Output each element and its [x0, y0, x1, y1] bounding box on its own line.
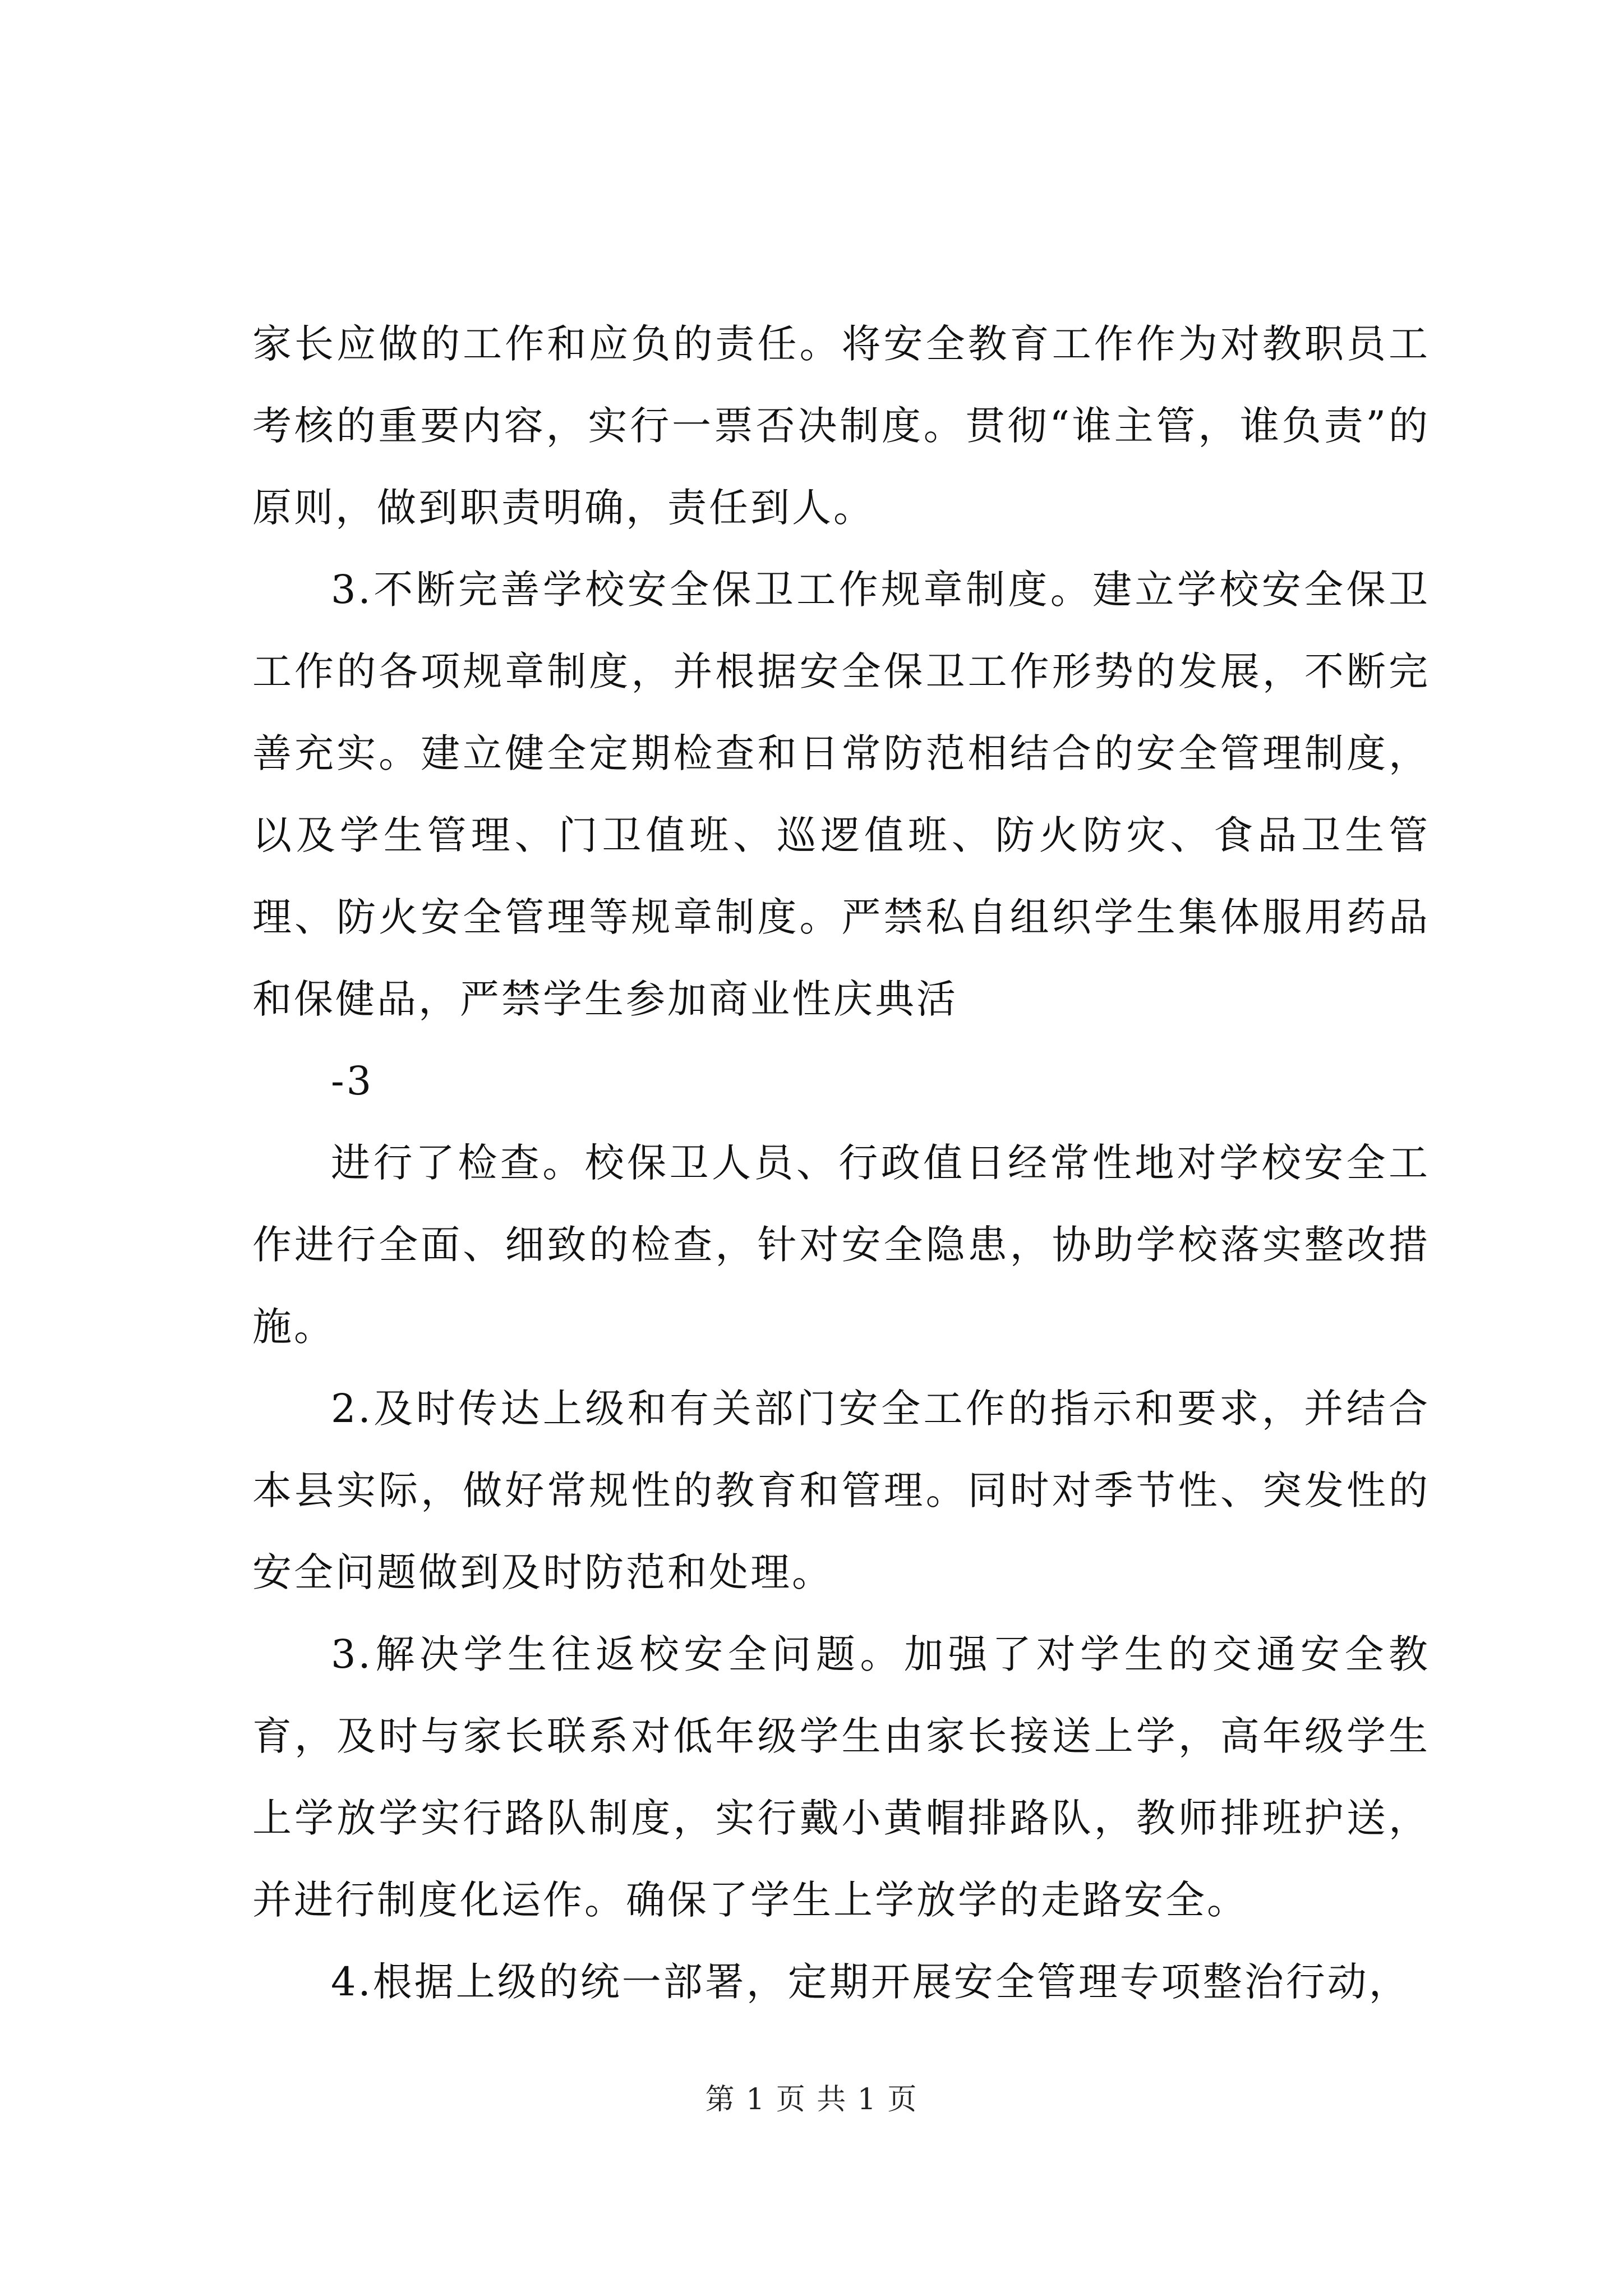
paragraph-rectification: 4.根据上级的统一部署，定期开展安全管理专项整治行动， — [331, 1959, 1410, 2005]
page-number-marker: -3 — [331, 1058, 374, 1104]
page-footer: 第 1 页 共 1 页 — [705, 2083, 918, 2116]
paragraph-responsibility: 家长应做的工作和应负的责任。将安全教育工作作为对教职员工考核的重要内容，实行一票否决制度。贯彻“谁主管，谁负责”的原则，做到职责明确，责任到人。 — [252, 321, 1430, 531]
paragraph-inspection: 进行了检查。校保卫人员、行政值日经常性地对学校安全工作进行全面、细致的检查，针对安全隐患，协助学校落实整改措施。 — [252, 1140, 1430, 1350]
paragraph-commute-safety: 3.解决学生往返校安全问题。加强了对学生的交通安全教育，及时与家长联系对低年级学生由家长接送上学，高年级学生上学放学实行路队制度，实行戴小黄帽排路队，教师排班护送，并进行制度化运作。确保了学生上学放学的走路安全。 — [252, 1631, 1430, 1923]
paragraph-instructions: 2.及时传达上级和有关部门安全工作的指示和要求，并结合本县实际，做好常规性的教育和管理。同时对季节性、突发性的安全问题做到及时防范和处理。 — [252, 1386, 1430, 1595]
paragraph-regulations: 3.不断完善学校安全保卫工作规章制度。建立学校安全保卫工作的各项规章制度，并根据安全保卫工作形势的发展，不断完善充实。建立健全定期检查和日常防范相结合的安全管理制度，以及学生管理、门卫值班、巡逻值班、防火防灾、食品卫生管理、防火安全管理等规章制度。严禁私自组织学生集体服用药品和保健品，严禁学生参加商业性庆典活 — [252, 567, 1430, 1022]
body-text — [252, 303, 1430, 2023]
